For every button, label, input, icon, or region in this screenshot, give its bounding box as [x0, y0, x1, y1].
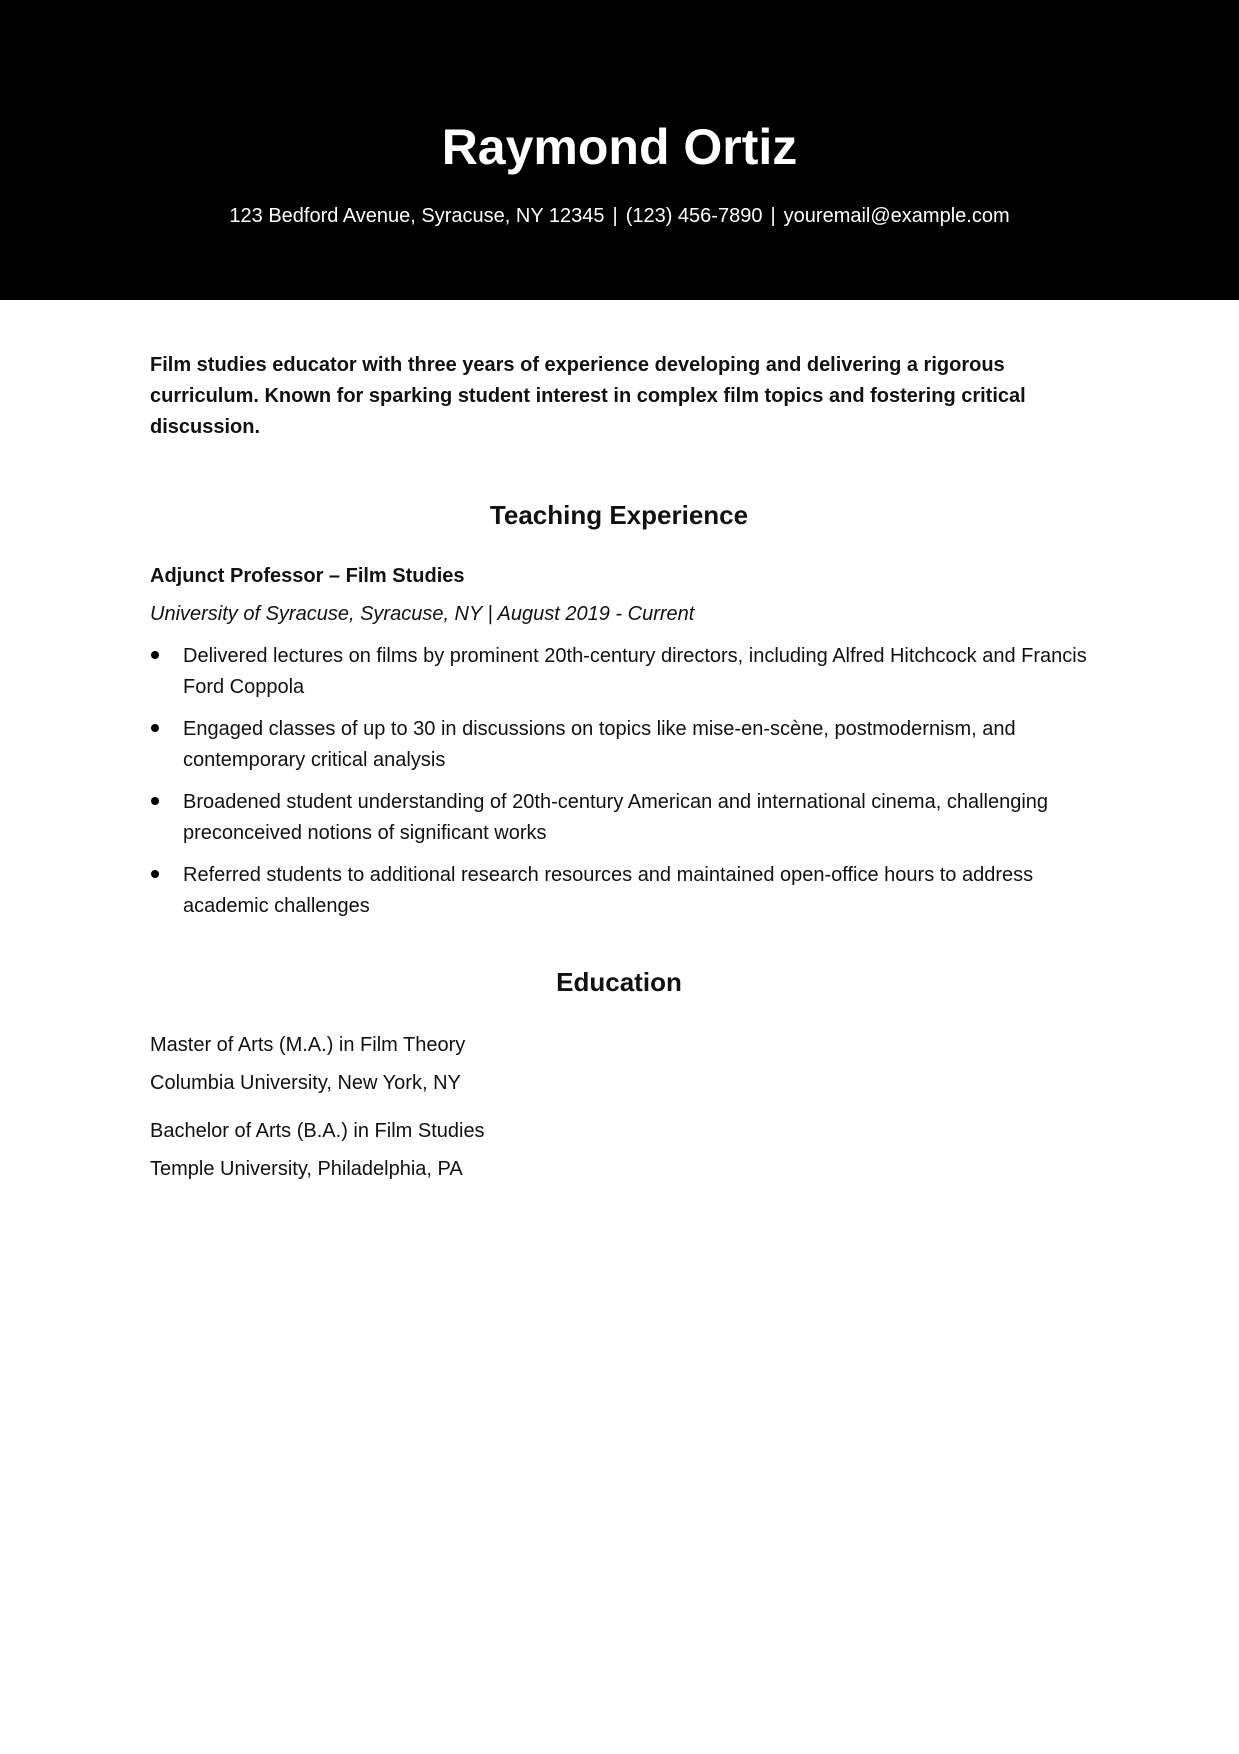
- bullet-item: [150, 714, 1088, 776]
- professional-summary: Film studies educator with three years of experience developing and delivering a rigorous curriculum. Known for sparking student interest in complex film topics and fostering critical discussion.: [150, 354, 1026, 438]
- bullet-item: [150, 860, 1088, 922]
- contact-phone: (123) 456-7890: [625, 205, 763, 227]
- education-degree: Master of Arts (M.A.) in Film Theory: [150, 1034, 466, 1056]
- education-school: Columbia University, New York, NY: [150, 1072, 461, 1094]
- education-entry: [150, 1116, 1088, 1184]
- bullet-text: Broadened student understanding of 20th-century American and international cinema, challenging preconceived notions of significant works: [183, 791, 1049, 844]
- bullet-text: Referred students to additional research resources and maintained open-office hours to address academic challenges: [183, 864, 1034, 917]
- bullet-icon: [151, 724, 159, 732]
- job-title: Adjunct Professor – Film Studies: [150, 565, 465, 587]
- contact-line: [0, 200, 1239, 232]
- section-title-education: Education: [556, 967, 682, 997]
- contact-separator: |: [770, 205, 776, 227]
- section-title-experience: Teaching Experience: [489, 500, 749, 530]
- header-banner: [0, 0, 1239, 300]
- bullet-item: [150, 787, 1088, 849]
- bullet-item: [150, 641, 1088, 703]
- contact-address: 123 Bedford Avenue, Syracuse, NY 12345: [229, 205, 605, 227]
- education-entry: [150, 1030, 1088, 1098]
- bullet-icon: [151, 870, 159, 878]
- education-degree: Bachelor of Arts (B.A.) in Film Studies: [150, 1120, 485, 1142]
- bullet-text: Engaged classes of up to 30 in discussions on topics like mise-en-scène, postmodernism, and contemporary critical analysis: [183, 718, 1016, 771]
- resume-body: [150, 350, 1088, 1184]
- bullet-text: Delivered lectures on films by prominent 20th-century directors, including Alfred Hitchcock and Francis Ford Coppola: [183, 645, 1087, 698]
- bullet-icon: [151, 651, 159, 659]
- contact-separator: |: [612, 205, 618, 227]
- candidate-name: Raymond Ortiz: [441, 119, 798, 175]
- education-school: Temple University, Philadelphia, PA: [150, 1158, 463, 1180]
- contact-email: youremail@example.com: [783, 205, 1010, 227]
- experience-bullets: [150, 641, 1088, 922]
- job-meta: University of Syracuse, Syracuse, NY | August 2019 - Current: [150, 603, 695, 625]
- bullet-icon: [151, 797, 159, 805]
